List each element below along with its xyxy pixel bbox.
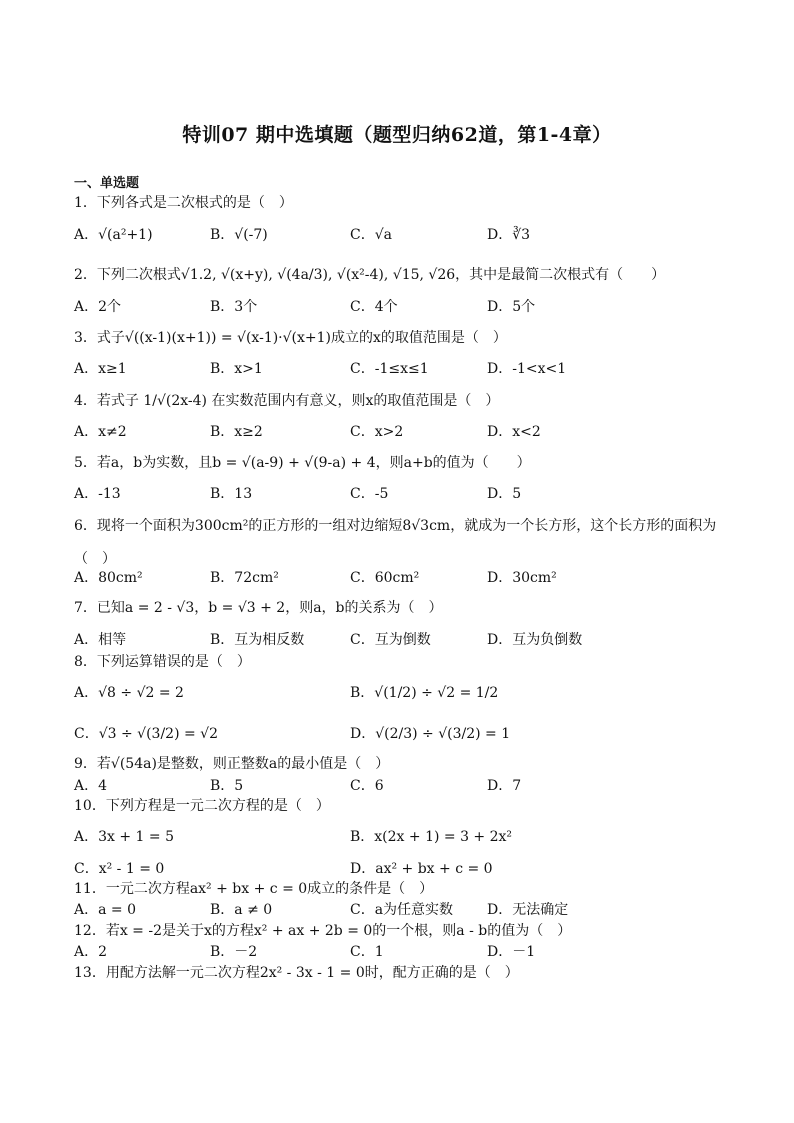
question-stem: 3．式子√((x-1)(x+1)) = √(x-1)·√(x+1)成立的x的取值范围是（ ）	[74, 330, 507, 346]
option-b: B．x≥2	[210, 424, 263, 440]
section-heading: 一、单选题	[74, 176, 140, 191]
option-d: D．5	[487, 486, 522, 502]
page-title: 特训07 期中选填题（题型归纳62道，第1-4章）	[182, 124, 612, 146]
option-c: C．-5	[350, 486, 389, 502]
option-a: A．√8 ÷ √2 = 2	[74, 685, 184, 701]
option-d: D．无法确定	[487, 902, 569, 918]
question-stem: 10．下列方程是一元二次方程的是（ ）	[74, 798, 330, 814]
option-a: A．3x + 1 = 5	[74, 829, 174, 845]
option-a: A．a = 0	[74, 902, 136, 918]
option-b: B．x(2x + 1) = 3 + 2x²	[350, 829, 513, 845]
option-b: B．3个	[210, 299, 258, 315]
option-b: B．72cm²	[210, 570, 279, 586]
option-c: C．-1≤x≤1	[350, 361, 429, 377]
question-stem: 4．若式子 1/√(2x-4) 在实数范围内有意义，则x的取值范围是（ ）	[74, 393, 500, 409]
option-c: C．a为任意实数	[350, 902, 454, 918]
option-a: A．相等	[74, 632, 127, 648]
option-c: C．4个	[350, 299, 398, 315]
question-stem: 6．现将一个面积为300cm²的正方形的一组对边缩短8√3cm，就成为一个长方形，这个长方形的面积为	[74, 518, 717, 534]
option-c: C．√3 ÷ √(3/2) = √2	[74, 726, 219, 742]
option-d: D．x<2	[487, 424, 541, 440]
option-b: B．13	[210, 486, 253, 502]
question-stem: 5．若a，b为实数，且b = √(a-9) + √(9-a) + 4，则a+b的值为（ ）	[74, 455, 531, 471]
option-a: A．2	[74, 944, 108, 960]
option-a: A．x≠2	[74, 424, 127, 440]
question-stem: 9．若√(54a)是整数，则正整数a的最小值是（ ）	[74, 756, 390, 772]
question-stem-continuation: （ ）	[74, 551, 116, 567]
question-stem: 7．已知a = 2 - √3，b = √3 + 2，则a，b的关系为（ ）	[74, 600, 443, 616]
option-d: D．7	[487, 778, 522, 794]
option-c: C．x>2	[350, 424, 404, 440]
option-d: D．-1<x<1	[487, 361, 567, 377]
option-b: B．x>1	[210, 361, 263, 377]
option-d: D．－1	[487, 944, 536, 960]
option-a: A．80cm²	[74, 570, 143, 586]
question-stem: 8．下列运算错误的是（ ）	[74, 654, 251, 670]
option-b: B．a ≠ 0	[210, 902, 273, 918]
option-b: B．√(1/2) ÷ √2 = 1/2	[350, 685, 499, 701]
option-d: D．5个	[487, 299, 536, 315]
option-d: D．√(2/3) ÷ √(3/2) = 1	[350, 726, 511, 742]
option-c: C．1	[350, 944, 384, 960]
option-c: C．互为倒数	[350, 632, 431, 648]
option-c: C．6	[350, 778, 384, 794]
option-a: A．-13	[74, 486, 121, 502]
option-a: A．2个	[74, 299, 122, 315]
option-b: B．－2	[210, 944, 258, 960]
option-c: C．x² - 1 = 0	[74, 861, 165, 877]
option-c: C．60cm²	[350, 570, 420, 586]
question-stem: 13．用配方法解一元二次方程2x² - 3x - 1 = 0时，配方正确的是（ ）	[74, 965, 519, 981]
option-b: B．5	[210, 778, 244, 794]
option-a: A．4	[74, 778, 108, 794]
option-a: A．√(a²+1)	[74, 227, 153, 243]
question-stem: 11．一元二次方程ax² + bx + c = 0成立的条件是（ ）	[74, 881, 434, 897]
question-stem: 1．下列各式是二次根式的是（ ）	[74, 195, 293, 211]
question-stem: 2．下列二次根式√1.2, √(x+y), √(4a/3), √(x²-4), √15, √26，其中是最简二次根式有（ ）	[74, 267, 666, 283]
option-d: D．互为负倒数	[487, 632, 583, 648]
option-b: B．互为相反数	[210, 632, 305, 648]
option-d: D．∛3	[487, 227, 531, 243]
option-d: D．30cm²	[487, 570, 557, 586]
option-c: C．√a	[350, 227, 392, 243]
option-d: D．ax² + bx + c = 0	[350, 861, 493, 877]
option-a: A．x≥1	[74, 361, 127, 377]
option-b: B．√(-7)	[210, 227, 268, 243]
question-stem: 12．若x = -2是关于x的方程x² + ax + 2b = 0的一个根，则a - b的值为（ ）	[74, 923, 572, 939]
